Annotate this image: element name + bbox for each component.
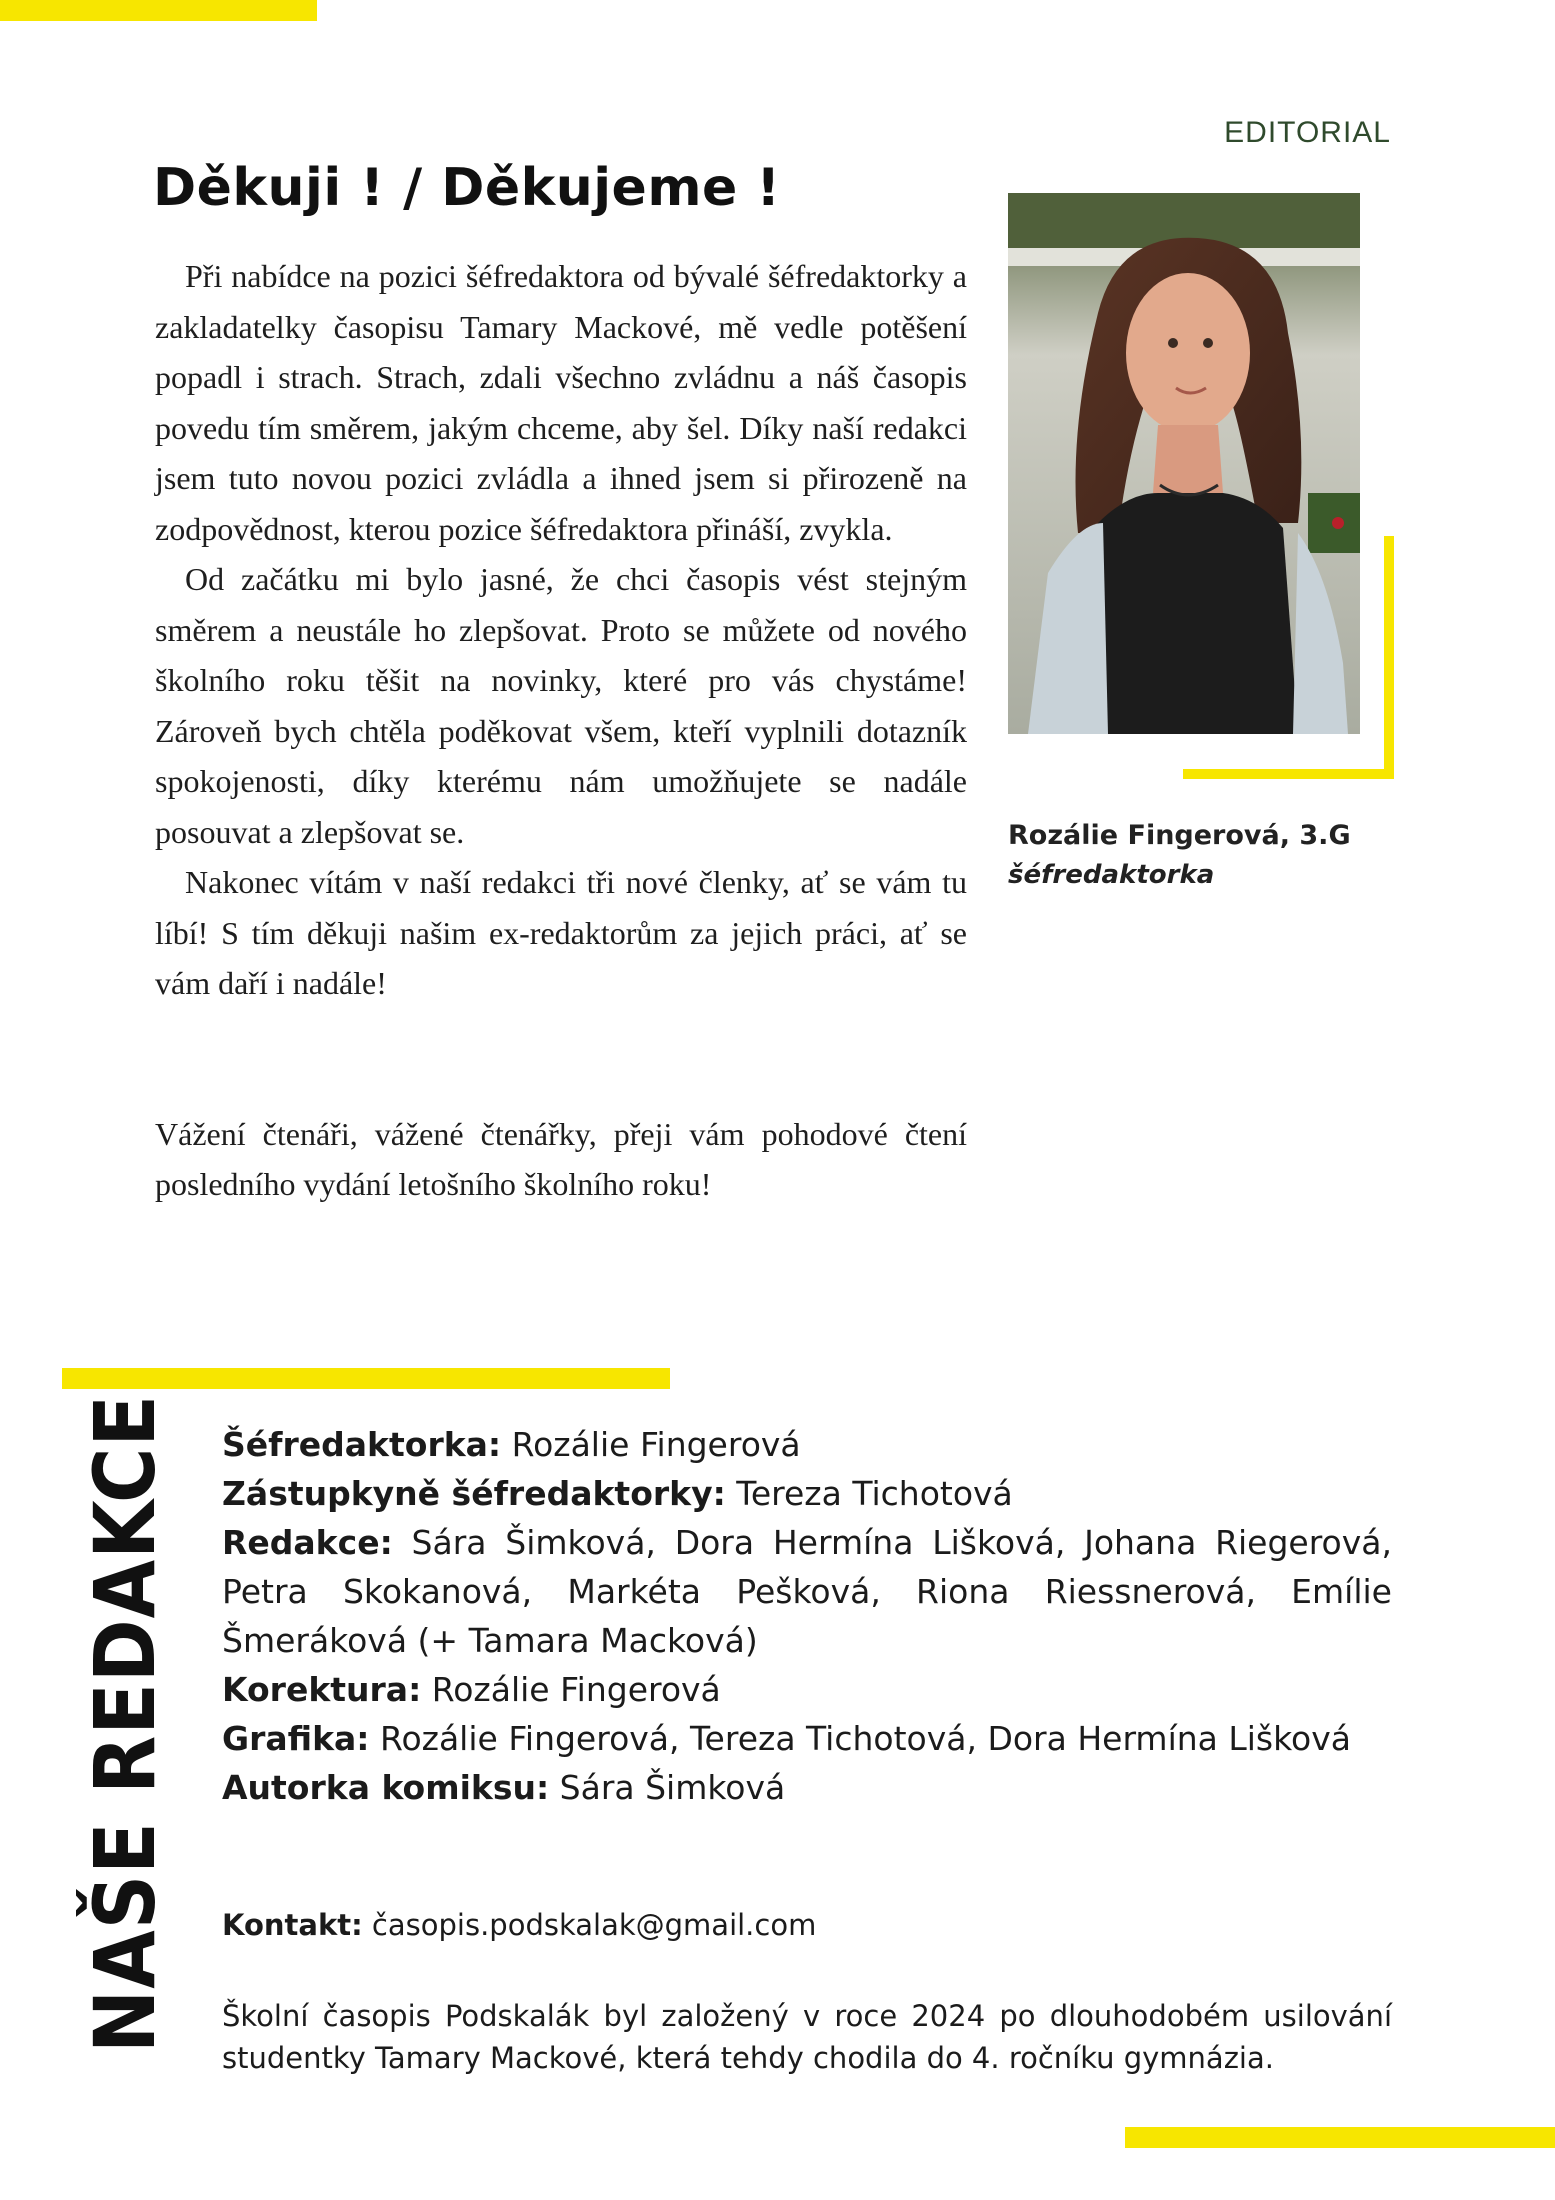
credit-label: Šéfredaktorka: [222,1425,502,1464]
page-title: Děkuji ! / Děkujeme ! [153,158,781,218]
paragraph: Při nabídce na pozici šéfredaktora od bývalé šéfredaktorky a zakladatelky časopisu Tamary Mackové, mě vedle potěšení popadl i strach. Strach, zdali všechno zvládnu a náš časopis povedu tím směrem, jakým chceme, aby šel. Díky naší redakci jsem tuto novou pozici zvládla a ihned jsem si přirozeně na zodpovědnost, kterou pozice šéfredaktora přináší, zvykla. [155,258,967,547]
photo-accent-vertical [1384,536,1394,776]
credit-row [222,1714,1392,1763]
credit-label: Autorka komiksu: [222,1768,550,1807]
credit-row [222,1518,1392,1665]
credit-label: Grafika: [222,1719,370,1758]
portrait-illustration [1008,193,1360,734]
credit-row [222,1420,1392,1469]
closing-paragraph: Vážení čtenáři, vážené čtenářky, přeji vám pohodové čtení posledního vydání letošního školního roku! [155,1115,967,1202]
editorial-body [155,251,967,1210]
bottom-accent-bar [1125,2127,1555,2148]
paragraph: Od začátku mi bylo jasné, že chci časopis vést stejným směrem a neustále ho zlepšovat. Proto se můžete od nového školního roku těšit na novinky, které pro vás chystáme! Zároveň bych chtěla poděkovat všem, kteří vyplnili dotazník spokojenosti, díky kterému nám umožňujete se nadále posouvat a zlepšovat se. [155,561,967,850]
top-accent-bar [0,0,317,21]
contact-label: Kontakt: [222,1908,363,1942]
credit-label: Zástupkyně šéfredaktorky: [222,1474,726,1513]
contact-line [222,1908,816,1942]
about-magazine: Školní časopis Podskalák byl založený v roce 2024 po dlouhodobém usilování studentky Tamary Mackové, která tehdy chodila do 4. ročníku gymnázia. [222,1999,1392,2075]
photo-accent-horizontal [1183,769,1394,779]
credit-value: Rozálie Fingerová [501,1425,801,1464]
credit-value: Sára Šimková, Dora Hermína Lišková, Johana Riegerová, Petra Skokanová, Markéta Pešková, Riona Riessnerová, Emílie Šmeráková (+ Tamara Macková) [222,1523,1392,1660]
contact-email[interactable]: časopis.podskalak@gmail.com [362,1908,817,1942]
credit-value: Rozálie Fingerová [421,1670,721,1709]
credit-value: Sára Šimková [549,1768,786,1807]
credit-value: Rozálie Fingerová, Tereza Tichotová, Dora Hermína Lišková [369,1719,1351,1758]
team-accent-bar [62,1368,670,1389]
team-credits [222,1420,1392,1812]
photo-caption-role: šéfredaktorka [1008,860,1215,890]
portrait-photo [1008,193,1360,734]
photo-caption-name: Rozálie Fingerová, 3.G [1008,820,1351,851]
credit-label: Redakce: [222,1523,393,1562]
paragraph: Nakonec vítám v naší redakci tři nové členky, ať se vám tu líbí! S tím děkuji našim ex-redaktorům za jejich práci, ať se vám daří i nadále! [155,864,967,1001]
credit-row [222,1763,1392,1812]
credit-label: Korektura: [222,1670,422,1709]
credit-row [222,1469,1392,1518]
team-heading: NAŠE REDAKCE [76,1393,174,2053]
credit-row [222,1665,1392,1714]
section-label: EDITORIAL [1224,116,1391,149]
credit-value: Tereza Tichotová [725,1474,1013,1513]
